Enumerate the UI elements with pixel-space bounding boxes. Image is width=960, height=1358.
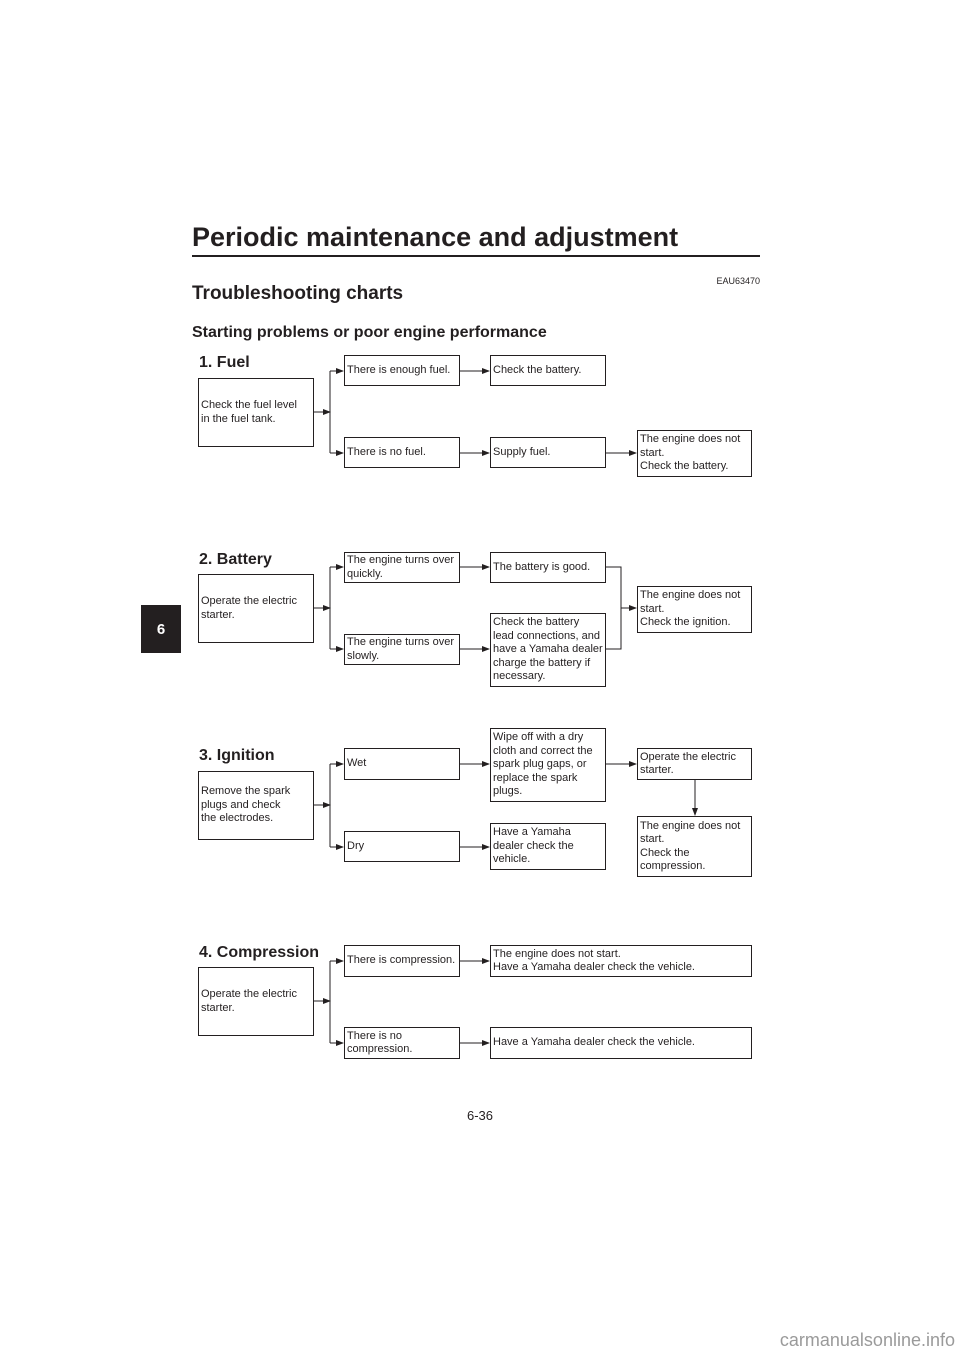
compression-none-box: There is no compression. bbox=[344, 1027, 460, 1059]
ignition-chart-title: 3. Ignition bbox=[199, 747, 275, 764]
battery-slowly-box: The engine turns over slowly. bbox=[344, 634, 460, 665]
fuel-not-start-box: The engine does not start. Check the battery. bbox=[637, 430, 752, 477]
battery-quickly-box: The engine turns over quickly. bbox=[344, 552, 460, 583]
fuel-supply-box: Supply fuel. bbox=[490, 437, 606, 468]
compression-operate-box: Operate the electric starter. bbox=[198, 967, 314, 1036]
chapter-tab: 6 bbox=[141, 605, 181, 653]
watermark-url: carmanualsonline.info bbox=[779, 1330, 955, 1350]
compression-dealer-box: Have a Yamaha dealer check the vehicle. bbox=[490, 1027, 752, 1059]
compression-chart-title: 4. Compression bbox=[199, 944, 320, 961]
fuel-chart-title: 1. Fuel bbox=[199, 354, 250, 371]
section-title: Troubleshooting charts bbox=[192, 283, 404, 304]
ignition-remove-box: Remove the spark plugs and check the electrodes. bbox=[198, 771, 314, 840]
battery-check-leads-box: Check the battery lead connections, and have a Yamaha dealer charge the battery if necessary. bbox=[490, 613, 606, 687]
compression-not-start-box: The engine does not start. Have a Yamaha dealer check the vehicle. bbox=[490, 945, 752, 977]
ignition-wipe-box: Wipe off with a dry cloth and correct the spark plug gaps, or replace the spark plugs. bbox=[490, 728, 606, 802]
battery-good-box: The battery is good. bbox=[490, 552, 606, 583]
battery-not-start-box: The engine does not start. Check the ignition. bbox=[637, 586, 752, 633]
compression-has-box: There is compression. bbox=[344, 945, 460, 977]
section-code: EAU63470 bbox=[716, 276, 760, 286]
fuel-none-box: There is no fuel. bbox=[344, 437, 460, 468]
page-number: 6-36 bbox=[466, 1108, 494, 1123]
ignition-dry-box: Dry bbox=[344, 831, 460, 862]
page-header-title: Periodic maintenance and adjustment bbox=[192, 222, 679, 252]
sub-title: Starting problems or poor engine performance bbox=[192, 324, 547, 341]
ignition-not-start-box: The engine does not start. Check the compression. bbox=[637, 816, 752, 877]
battery-chart-title: 2. Battery bbox=[199, 551, 272, 568]
ignition-operate-box: Operate the electric starter. bbox=[637, 748, 752, 780]
ignition-wet-box: Wet bbox=[344, 748, 460, 780]
fuel-check-battery-box: Check the battery. bbox=[490, 355, 606, 386]
fuel-enough-box: There is enough fuel. bbox=[344, 355, 460, 386]
fuel-check-box: Check the fuel level in the fuel tank. bbox=[198, 378, 314, 447]
battery-operate-box: Operate the electric starter. bbox=[198, 574, 314, 643]
ignition-dealer-box: Have a Yamaha dealer check the vehicle. bbox=[490, 823, 606, 870]
